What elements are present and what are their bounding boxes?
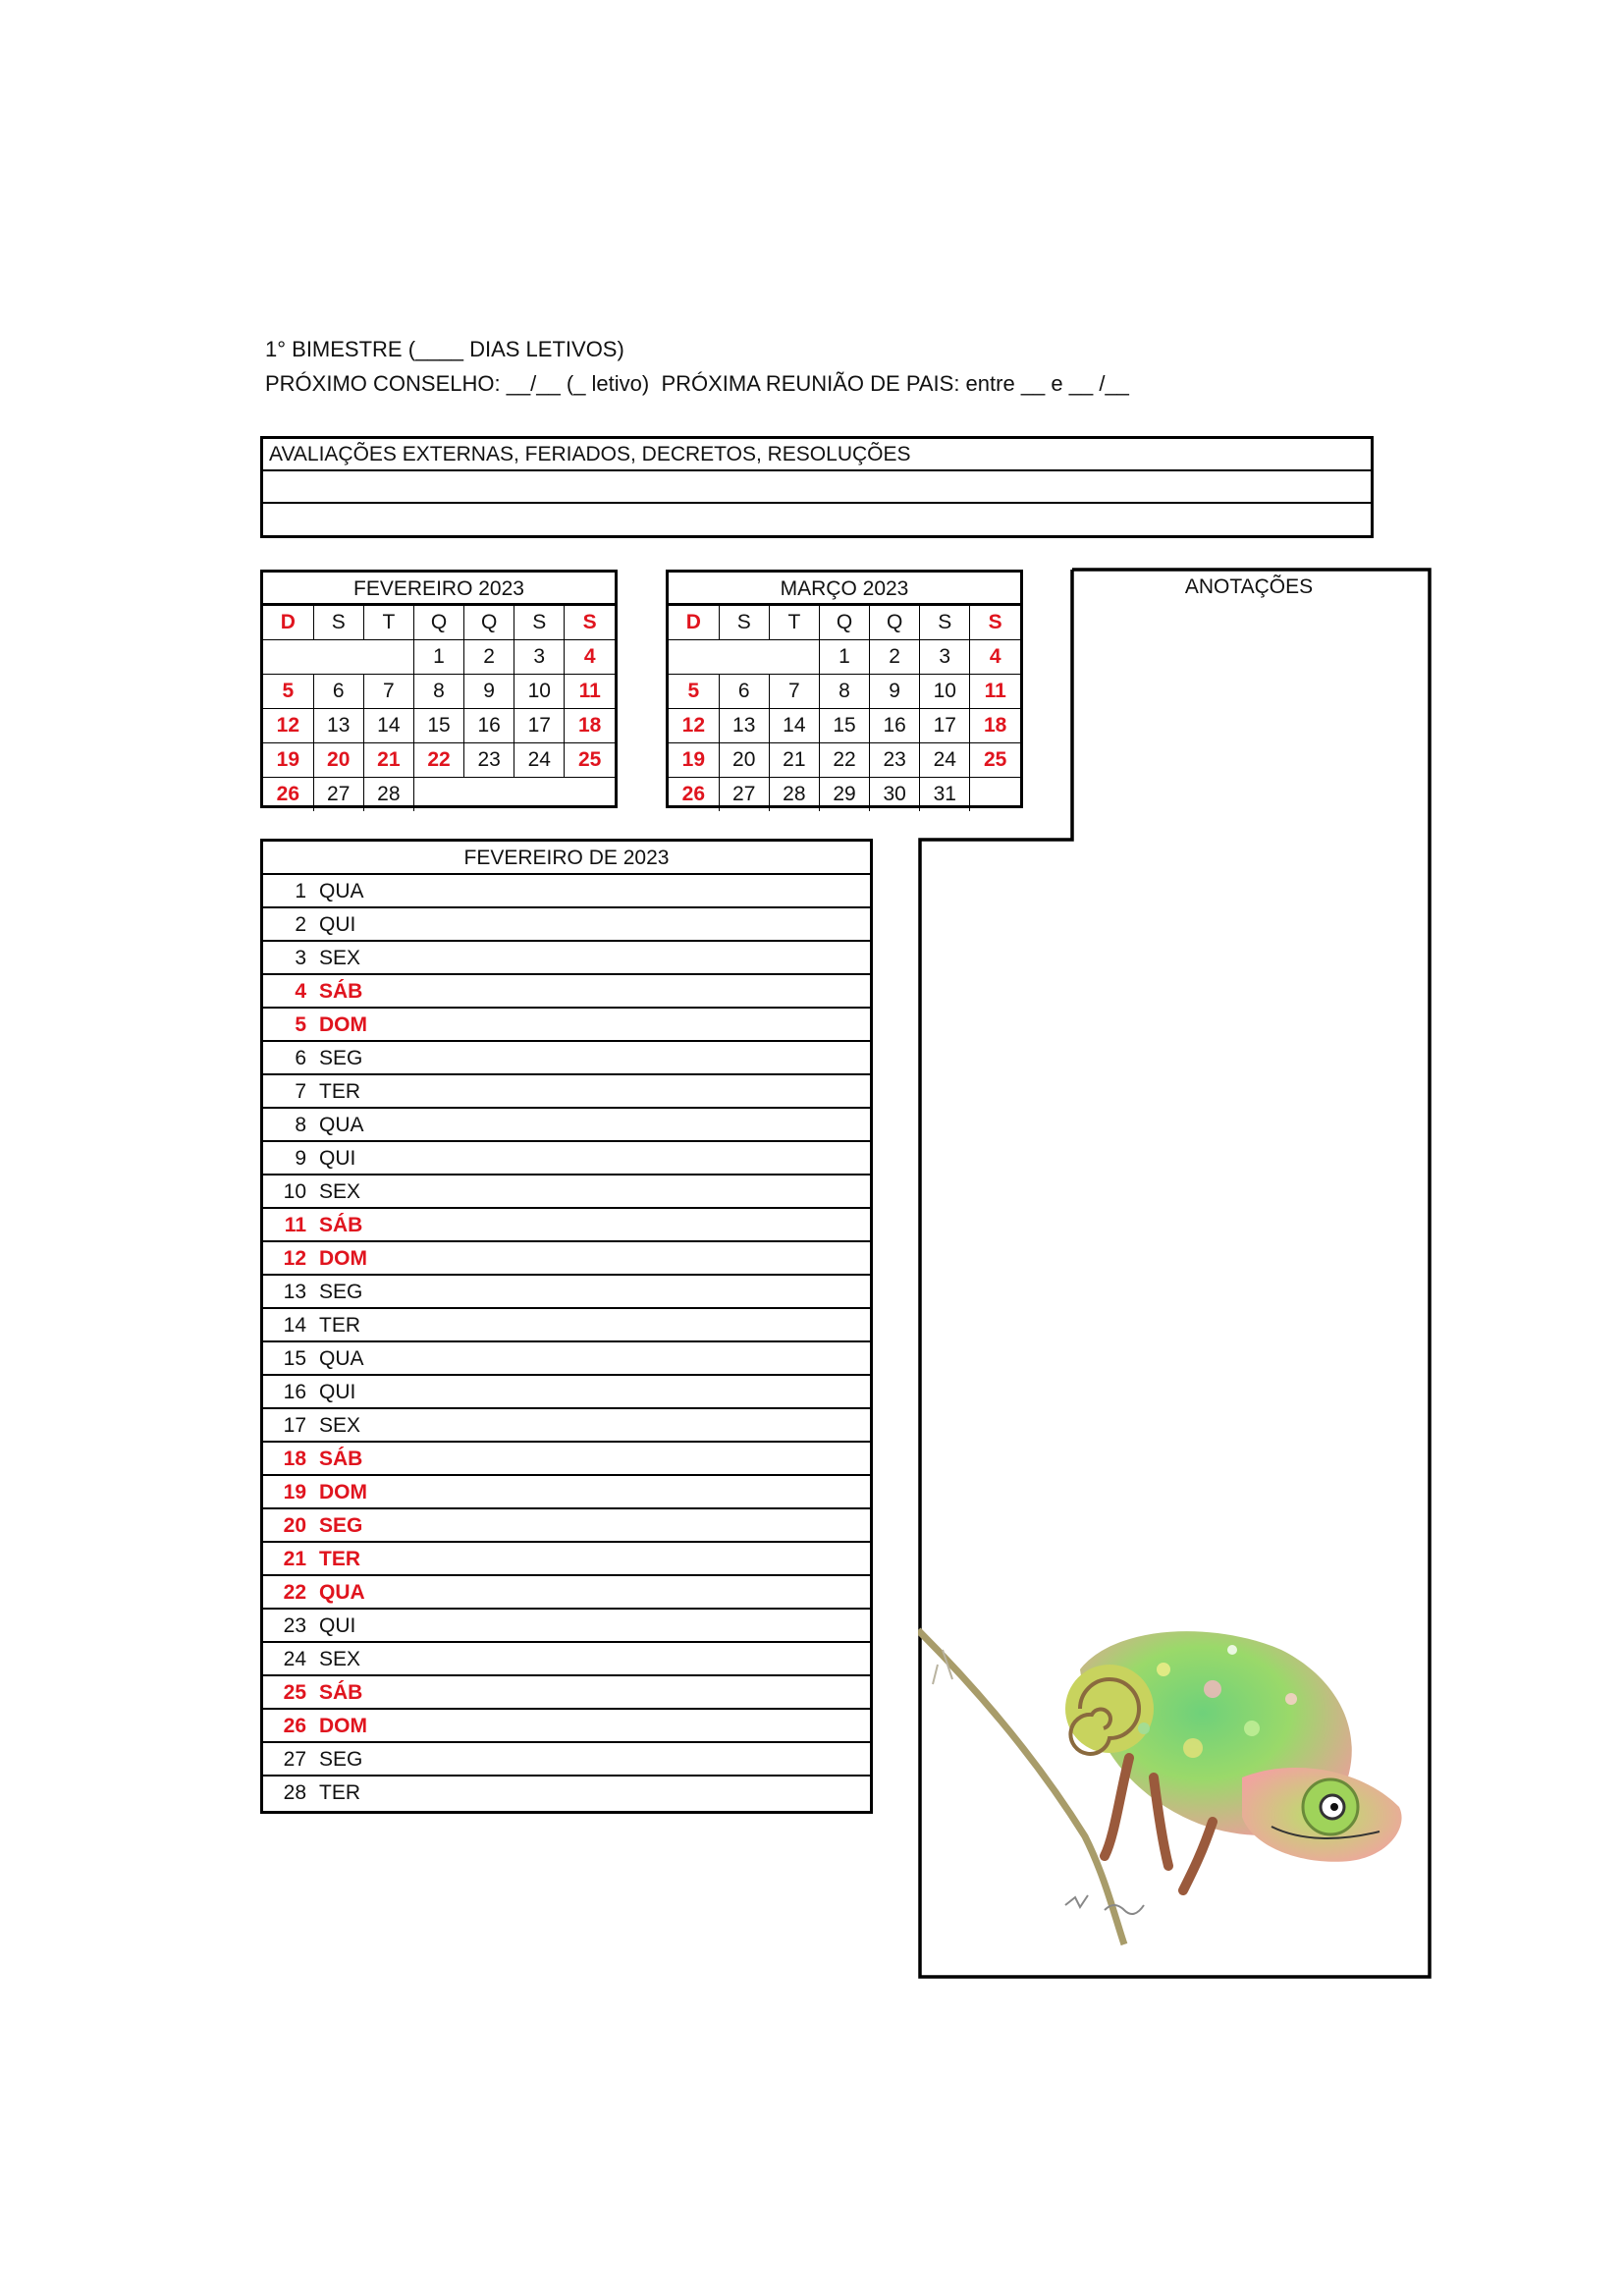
calendar-day-cell: 12: [263, 709, 313, 743]
calendar-day-cell: 22: [819, 743, 869, 778]
bimester-title: 1° BIMESTRE (____ DIAS LETIVOS): [265, 337, 624, 361]
day-number: 23: [283, 1614, 306, 1637]
day-row[interactable]: [263, 1142, 870, 1175]
day-weekday: QUI: [319, 913, 356, 936]
weekday-header: D: [263, 606, 313, 640]
calendar-day-cell: 22: [413, 743, 463, 778]
calendar-day-cell: 9: [464, 675, 514, 709]
calendar-day-cell: 1: [413, 640, 463, 675]
day-weekday: QUI: [319, 1147, 356, 1170]
day-row[interactable]: [263, 1075, 870, 1109]
day-weekday: SEX: [319, 947, 361, 969]
day-row[interactable]: [263, 975, 870, 1009]
calendar-day-cell: 10: [514, 675, 565, 709]
calendar-day-cell: 27: [313, 778, 363, 812]
calendar-day-cell: [413, 778, 463, 812]
day-row[interactable]: [263, 1109, 870, 1142]
weekday-header: S: [970, 606, 1020, 640]
day-weekday: DOM: [319, 1481, 367, 1503]
day-number: 18: [283, 1448, 306, 1470]
calendar-day-cell: 25: [970, 743, 1020, 778]
day-row[interactable]: [263, 1309, 870, 1342]
weekday-header: S: [313, 606, 363, 640]
info-box-title: AVALIAÇÕES EXTERNAS, FERIADOS, DECRETOS, RESOLUÇÕES: [263, 439, 1371, 471]
calendar-grid: [263, 605, 615, 811]
day-number: 28: [283, 1781, 306, 1804]
calendar-day-cell: 13: [719, 709, 769, 743]
day-row[interactable]: [263, 1242, 870, 1276]
calendar-day-cell: 6: [719, 675, 769, 709]
calendar-day-cell: 13: [313, 709, 363, 743]
calendar-day-cell: 5: [263, 675, 313, 709]
calendar-day-cell: 26: [263, 778, 313, 812]
calendar-day-cell: [565, 778, 615, 812]
day-number: 27: [283, 1748, 306, 1771]
info-box-line[interactable]: [263, 504, 1371, 536]
weekday-header: D: [669, 606, 719, 640]
calendar-day-cell: 17: [920, 709, 970, 743]
day-weekday: SEX: [319, 1180, 361, 1203]
calendar-day-cell: 8: [819, 675, 869, 709]
calendar-day-cell: 20: [313, 743, 363, 778]
day-number: 1: [295, 880, 306, 902]
day-weekday: SEG: [319, 1514, 363, 1537]
calendar-day-cell: [669, 640, 719, 675]
day-number: 9: [295, 1147, 306, 1170]
day-row[interactable]: [263, 1543, 870, 1576]
day-number: 2: [295, 913, 306, 936]
calendar-day-cell: 25: [565, 743, 615, 778]
calendar-day-cell: 15: [819, 709, 869, 743]
calendar-day-cell: 4: [565, 640, 615, 675]
day-weekday: QUA: [319, 1347, 364, 1370]
calendar-day-cell: 21: [363, 743, 413, 778]
weekday-header: T: [363, 606, 413, 640]
day-weekday: SEG: [319, 1281, 363, 1303]
calendar-day-cell: 5: [669, 675, 719, 709]
day-row[interactable]: [263, 942, 870, 975]
day-number: 11: [284, 1214, 306, 1236]
day-number: 6: [295, 1047, 306, 1069]
day-row[interactable]: [263, 1209, 870, 1242]
day-number: 7: [295, 1080, 306, 1103]
day-row[interactable]: [263, 1576, 870, 1610]
calendar-day-cell: 18: [565, 709, 615, 743]
calendar-day-cell: 28: [769, 778, 819, 812]
day-number: 15: [283, 1347, 306, 1370]
external-evaluations-box: [260, 436, 1374, 538]
calendar-day-cell: 14: [363, 709, 413, 743]
calendar-day-cell: 2: [464, 640, 514, 675]
weekday-header: S: [514, 606, 565, 640]
calendar-day-cell: 14: [769, 709, 819, 743]
weekday-header: S: [920, 606, 970, 640]
day-number: 13: [283, 1281, 306, 1303]
calendar-grid: [669, 605, 1020, 811]
day-row[interactable]: [263, 1777, 870, 1810]
calendar-day-cell: 16: [464, 709, 514, 743]
calendar-day-cell: 7: [769, 675, 819, 709]
calendar-day-cell: 3: [514, 640, 565, 675]
calendar-day-cell: 1: [819, 640, 869, 675]
day-weekday: DOM: [319, 1013, 367, 1036]
calendar-title: MARÇO 2023: [669, 573, 1020, 605]
day-number: 3: [295, 947, 306, 969]
day-row[interactable]: [263, 1376, 870, 1409]
day-row[interactable]: [263, 1610, 870, 1643]
calendar-day-cell: 11: [970, 675, 1020, 709]
day-number: 22: [283, 1581, 306, 1604]
calendar-day-cell: 26: [669, 778, 719, 812]
day-weekday: DOM: [319, 1247, 367, 1270]
calendar-day-cell: [464, 778, 514, 812]
calendar-day-cell: 16: [870, 709, 920, 743]
calendar-day-cell: 31: [920, 778, 970, 812]
day-weekday: TER: [319, 1080, 360, 1103]
calendar-day-cell: [263, 640, 313, 675]
info-box-line[interactable]: [263, 471, 1371, 504]
weekday-header: Q: [464, 606, 514, 640]
day-weekday: SÁB: [319, 1681, 363, 1704]
calendar-day-cell: 27: [719, 778, 769, 812]
day-weekday: QUI: [319, 1381, 356, 1403]
calendar-title: FEVEREIRO 2023: [263, 573, 615, 605]
day-number: 16: [283, 1381, 306, 1403]
day-row[interactable]: [263, 1409, 870, 1443]
day-weekday: SEG: [319, 1748, 363, 1771]
day-number: 4: [295, 980, 306, 1003]
calendar-day-cell: 21: [769, 743, 819, 778]
day-row[interactable]: [263, 1710, 870, 1743]
weekday-header: T: [769, 606, 819, 640]
mini-calendar-march: [666, 570, 1023, 808]
day-row[interactable]: [263, 908, 870, 942]
calendar-day-cell: [970, 778, 1020, 812]
calendar-day-cell: 9: [870, 675, 920, 709]
day-number: 17: [283, 1414, 306, 1437]
calendar-day-cell: 23: [464, 743, 514, 778]
day-number: 20: [283, 1514, 306, 1537]
calendar-day-cell: 19: [669, 743, 719, 778]
calendar-day-cell: [514, 778, 565, 812]
day-row[interactable]: [263, 1443, 870, 1476]
day-row[interactable]: [263, 1643, 870, 1676]
calendar-day-cell: [313, 640, 363, 675]
day-weekday: SEX: [319, 1648, 361, 1670]
day-number: 14: [283, 1314, 306, 1337]
day-number: 12: [283, 1247, 306, 1270]
weekday-header: Q: [819, 606, 869, 640]
calendar-day-cell: 8: [413, 675, 463, 709]
day-number: 21: [283, 1548, 306, 1570]
day-weekday: TER: [319, 1548, 360, 1570]
day-number: 26: [283, 1715, 306, 1737]
calendar-day-cell: 24: [514, 743, 565, 778]
day-number: 8: [295, 1114, 306, 1136]
day-weekday: SÁB: [319, 1448, 363, 1470]
calendar-day-cell: 15: [413, 709, 463, 743]
day-row[interactable]: [263, 1476, 870, 1509]
calendar-day-cell: 24: [920, 743, 970, 778]
day-number: 10: [283, 1180, 306, 1203]
day-weekday: DOM: [319, 1715, 367, 1737]
day-row[interactable]: [263, 1276, 870, 1309]
calendar-day-cell: [363, 640, 413, 675]
day-number: 25: [283, 1681, 306, 1704]
day-row[interactable]: [263, 1009, 870, 1042]
calendar-day-cell: 11: [565, 675, 615, 709]
weekday-header: Q: [413, 606, 463, 640]
day-weekday: SÁB: [319, 980, 363, 1003]
daily-list-title: FEVEREIRO DE 2023: [263, 842, 870, 875]
calendar-day-cell: 29: [819, 778, 869, 812]
day-row[interactable]: [263, 1175, 870, 1209]
day-number: 5: [295, 1013, 306, 1036]
calendar-day-cell: 30: [870, 778, 920, 812]
day-weekday: QUA: [319, 880, 364, 902]
calendar-day-cell: 23: [870, 743, 920, 778]
day-weekday: SEX: [319, 1414, 361, 1437]
day-weekday: QUI: [319, 1614, 356, 1637]
daily-list-february: [260, 839, 873, 1814]
weekday-header: S: [565, 606, 615, 640]
calendar-day-cell: 7: [363, 675, 413, 709]
calendar-day-cell: 20: [719, 743, 769, 778]
calendar-day-cell: 19: [263, 743, 313, 778]
calendar-day-cell: 10: [920, 675, 970, 709]
day-weekday: SÁB: [319, 1214, 363, 1236]
day-row[interactable]: [263, 1509, 870, 1543]
chameleon-illustration: [918, 1611, 1419, 1964]
weekday-header: Q: [870, 606, 920, 640]
calendar-day-cell: 3: [920, 640, 970, 675]
calendar-day-cell: [719, 640, 769, 675]
calendar-day-cell: 2: [870, 640, 920, 675]
weekday-header: S: [719, 606, 769, 640]
day-row[interactable]: [263, 875, 870, 908]
day-number: 19: [283, 1481, 306, 1503]
day-weekday: TER: [319, 1314, 360, 1337]
day-row[interactable]: [263, 1676, 870, 1710]
day-weekday: TER: [319, 1781, 360, 1804]
calendar-day-cell: 17: [514, 709, 565, 743]
day-row[interactable]: [263, 1743, 870, 1777]
calendar-day-cell: 28: [363, 778, 413, 812]
day-number: 24: [283, 1648, 306, 1670]
calendar-day-cell: [769, 640, 819, 675]
mini-calendar-february: [260, 570, 618, 808]
calendar-day-cell: 12: [669, 709, 719, 743]
calendar-day-cell: 18: [970, 709, 1020, 743]
day-weekday: QUA: [319, 1114, 364, 1136]
day-row[interactable]: [263, 1342, 870, 1376]
day-weekday: SEG: [319, 1047, 363, 1069]
day-row[interactable]: [263, 1042, 870, 1075]
day-weekday: QUA: [319, 1581, 365, 1604]
council-meeting-line: PRÓXIMO CONSELHO: __/__ (_ letivo) PRÓXIMA REUNIÃO DE PAIS: entre __ e __ /__: [265, 371, 1129, 396]
calendar-day-cell: 6: [313, 675, 363, 709]
notes-title: ANOTAÇÕES: [1184, 575, 1314, 598]
calendar-day-cell: 4: [970, 640, 1020, 675]
